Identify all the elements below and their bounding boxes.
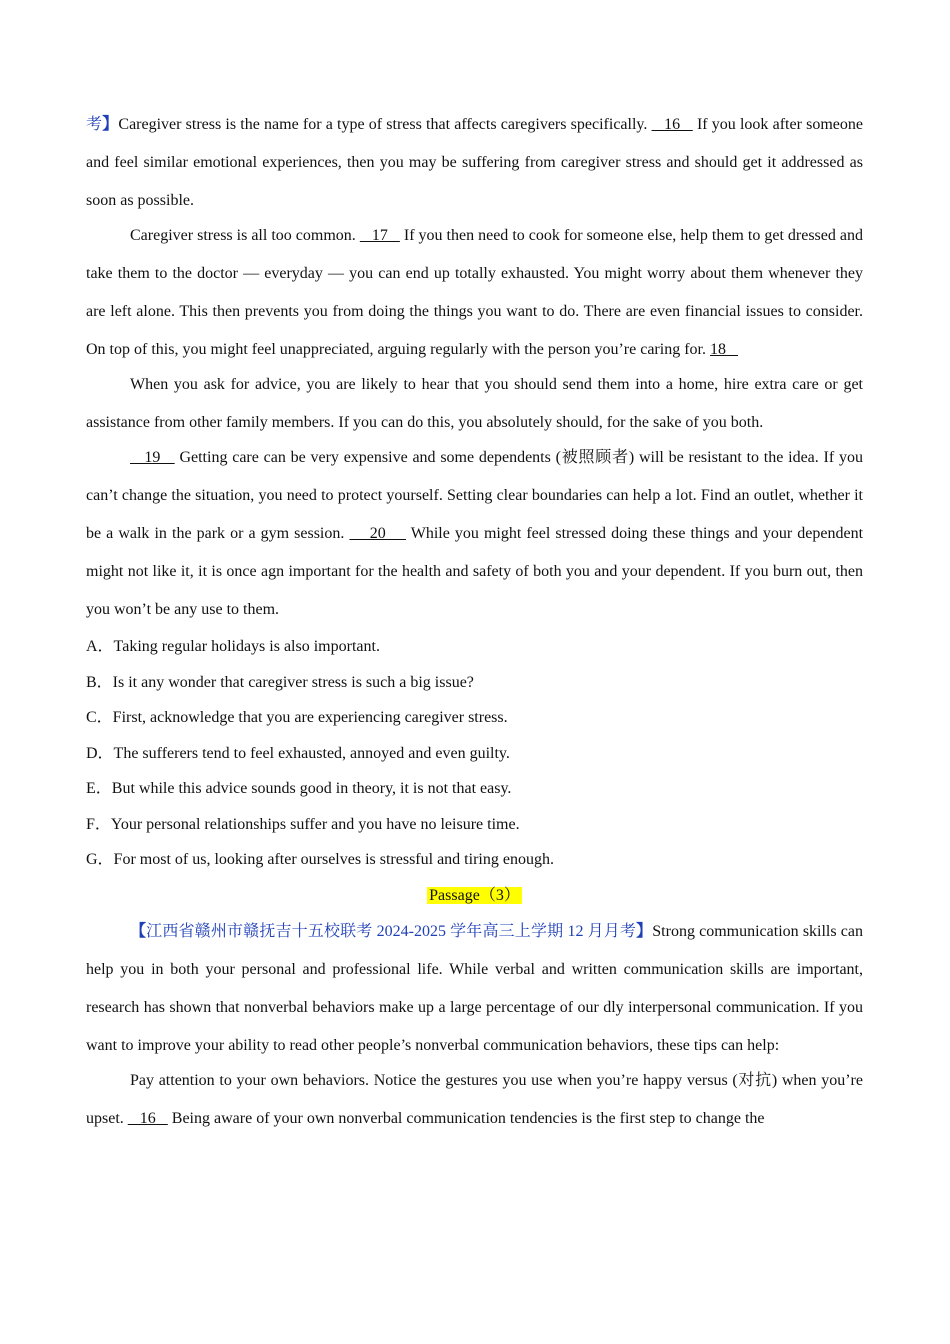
paragraph-1-text-b: If you look after someone and feel similar emotional experiences, then you may be suffering from caregiver stress and should get it addressed as soon as possible. [86,116,863,209]
passage-3-paragraph-2 [86,1062,863,1138]
blank-16: 16 [651,116,693,133]
passage-3-paragraph-2-text-a: Pay attention to your own behaviors. Notice the gestures you use when you’re happy versus (对抗) when you’re upset. [86,1072,863,1127]
document-page [86,106,863,1138]
passage-3-paragraph-2-text-b: Being aware of your own nonverbal communication tendencies is the first step to change the [167,1110,765,1127]
paragraph-4 [86,439,863,629]
passage-3-paragraph-1-text: Strong communication skills can help you in both your personal and professional life. While verbal and written communication skills are important, research has shown that nonverbal behaviors make up a large percentage of our dly interpersonal communication. If you want to improve your ability to read other people’s nonverbal communication behaviors, these tips can help: [86,923,863,1054]
paragraph-1-text-a: Caregiver stress is the name for a type of stress that affects caregivers specifically. [118,116,652,133]
passage-3-paragraph-1 [86,913,863,1065]
paragraph-2-text-a: Caregiver stress is all too common. [130,227,360,244]
option-b: B．Is it any wonder that caregiver stress is such a big issue? [86,673,474,691]
passage-3-heading [86,878,863,914]
paragraph-1 [86,106,863,220]
passage-3-heading-text: Passage（3） [429,886,520,904]
paragraph-3-text: When you ask for advice, you are likely to hear that you should send them into a home, hire extra care or get assistance from other family members. If you can do this, you absolutely should, for the sake of you both. [86,376,863,431]
blank-18: 18 [709,341,738,358]
source-bracket-close-2: 】 [636,923,653,940]
options-list [86,629,863,878]
paragraph-2-text-b: If you then need to cook for someone else, help them to get dressed and take them to the doctor — everyday — you can end up totally exhausted. You might worry about them whenever they are left alone. This then prevents you from doing the things you want to do. There are even financial issues to consider. On top of this, you might feel unappreciated, arguing regularly with the person you’re caring for. [86,227,863,358]
source-text: 江西省赣州市赣抚吉十五校联考 2024-2025 学年高三上学期 12 月月考 [146,923,637,940]
paragraph-4-text-a: Getting care can be very expensive and some dependents (被照顾者) will be resistant to the idea. If you can’t change the situation, you need to protect yourself. Setting clear boundaries can help a lot. Find an outlet, whether it be a walk in the park or a gym session. [86,449,863,542]
option-g: G．For most of us, looking after ourselves is stressful and tiring enough. [86,851,554,868]
source-tail: 考 [86,116,103,133]
option-a: A．Taking regular holidays is also important. [86,638,380,655]
paragraph-3 [86,366,863,442]
paragraph-2 [86,217,863,369]
option-d: D．The sufferers tend to feel exhausted, annoyed and even guilty. [86,744,510,762]
option-c: C．First, acknowledge that you are experiencing caregiver stress. [86,709,508,726]
option-e: E．But while this advice sounds good in theory, it is not that easy. [86,780,512,797]
blank-20: 20 [349,525,406,542]
blank-17: 17 [359,227,400,244]
option-f: F．Your personal relationships suffer and you have no leisure time. [86,815,520,833]
source-bracket-close: 】 [102,116,119,133]
paragraph-4-text-b: While you might feel stressed doing these things and your dependent might not like it, it is once agn important for the health and safety of both you and your dependent. If you burn out, then you won’t be any use to them. [86,525,864,618]
passage-3-blank-16: 16 [127,1110,168,1127]
blank-19: 19 [130,449,175,466]
source-bracket-open: 【 [130,923,147,940]
